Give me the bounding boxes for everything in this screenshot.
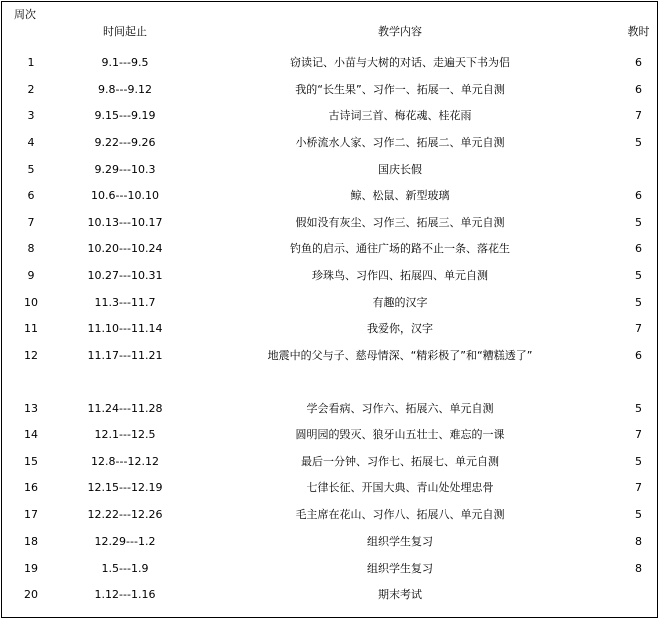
header-content: 教学内容 bbox=[378, 25, 422, 38]
row-content: 组织学生复习 bbox=[367, 535, 433, 548]
row-week: 12 bbox=[24, 349, 38, 362]
row-week: 19 bbox=[24, 562, 38, 575]
row-week: 4 bbox=[27, 136, 35, 149]
row-dates: 12.29---1.2 bbox=[94, 535, 156, 548]
row-week: 1 bbox=[27, 56, 35, 69]
row-hours: 5 bbox=[635, 455, 642, 468]
row-dates: 1.12---1.16 bbox=[94, 588, 156, 601]
row-hours: 6 bbox=[635, 83, 642, 96]
row-week: 3 bbox=[27, 109, 35, 122]
row-content: 国庆长假 bbox=[378, 163, 422, 176]
row-dates: 10.20---10.24 bbox=[87, 242, 163, 255]
row-dates: 1.5---1.9 bbox=[101, 562, 149, 575]
row-dates: 12.8---12.12 bbox=[91, 455, 159, 468]
row-week: 7 bbox=[27, 216, 35, 229]
row-hours: 5 bbox=[635, 508, 642, 521]
row-hours: 6 bbox=[635, 189, 642, 202]
row-hours: 7 bbox=[635, 481, 642, 494]
row-content: 圆明园的毁灭、狼牙山五壮士、难忘的一课 bbox=[295, 428, 505, 441]
row-dates: 12.1---12.5 bbox=[94, 428, 156, 441]
row-hours: 5 bbox=[635, 216, 642, 229]
row-content: 期末考试 bbox=[378, 588, 422, 601]
row-dates: 9.15---9.19 bbox=[94, 109, 156, 122]
row-dates: 11.3---11.7 bbox=[94, 296, 156, 309]
row-content: 古诗词三首、梅花魂、桂花雨 bbox=[328, 109, 472, 122]
row-week: 18 bbox=[24, 535, 38, 548]
row-hours: 5 bbox=[635, 402, 642, 415]
row-content: 组织学生复习 bbox=[367, 562, 433, 575]
row-dates: 12.22---12.26 bbox=[87, 508, 163, 521]
row-content: 假如没有灰尘、习作三、拓展三、单元自测 bbox=[295, 216, 505, 229]
row-week: 6 bbox=[27, 189, 35, 202]
row-content: 窃读记、小苗与大树的对话、走遍天下书为侣 bbox=[290, 56, 510, 69]
row-week: 9 bbox=[27, 269, 35, 282]
row-content: 最后一分钟、习作七、拓展七、单元自测 bbox=[301, 455, 499, 468]
row-hours: 5 bbox=[635, 136, 642, 149]
header-week: 周次 bbox=[14, 8, 36, 21]
row-hours: 6 bbox=[635, 349, 642, 362]
row-dates: 9.29---10.3 bbox=[94, 163, 156, 176]
row-content: 地震中的父与子、慈母情深、“精彩极了”和“糟糕透了” bbox=[267, 349, 533, 362]
row-dates: 9.22---9.26 bbox=[94, 136, 156, 149]
row-week: 17 bbox=[24, 508, 38, 521]
row-week: 14 bbox=[24, 428, 38, 441]
row-dates: 10.13---10.17 bbox=[87, 216, 163, 229]
row-content: 钓鱼的启示、通往广场的路不止一条、落花生 bbox=[290, 242, 510, 255]
row-content: 学会看病、习作六、拓展六、单元自测 bbox=[306, 402, 494, 415]
row-dates: 9.1---9.5 bbox=[101, 56, 149, 69]
schedule-table bbox=[1, 1, 658, 618]
row-dates: 10.6---10.10 bbox=[91, 189, 159, 202]
row-week: 5 bbox=[27, 163, 35, 176]
row-hours: 6 bbox=[635, 242, 642, 255]
row-hours: 5 bbox=[635, 296, 642, 309]
header-hours: 教时 bbox=[627, 25, 650, 38]
row-hours: 8 bbox=[635, 535, 642, 548]
row-content: 珍珠鸟、习作四、拓展四、单元自测 bbox=[312, 269, 488, 282]
row-hours: 6 bbox=[635, 56, 642, 69]
row-dates: 10.27---10.31 bbox=[87, 269, 163, 282]
row-content: 我爱你，汉字 bbox=[367, 322, 433, 335]
row-dates: 11.24---11.28 bbox=[87, 402, 163, 415]
row-hours: 7 bbox=[635, 428, 642, 441]
row-week: 15 bbox=[24, 455, 38, 468]
row-week: 11 bbox=[24, 322, 38, 335]
row-week: 2 bbox=[27, 83, 35, 96]
row-week: 16 bbox=[24, 481, 38, 494]
row-content: 七律长征、开国大典、青山处处埋忠骨 bbox=[306, 481, 494, 494]
row-content: 我的“长生果”、习作一、拓展一、单元自测 bbox=[295, 83, 505, 96]
row-dates: 9.8---9.12 bbox=[98, 83, 152, 96]
row-week: 13 bbox=[24, 402, 38, 415]
row-dates: 11.10---11.14 bbox=[87, 322, 163, 335]
row-content: 小桥流水人家、习作二、拓展二、单元自测 bbox=[295, 136, 505, 149]
row-week: 8 bbox=[27, 242, 35, 255]
row-content: 有趣的汉字 bbox=[372, 296, 428, 309]
row-hours: 7 bbox=[635, 109, 642, 122]
row-hours: 8 bbox=[635, 562, 642, 575]
row-dates: 11.17---11.21 bbox=[87, 349, 163, 362]
header-date-range: 时间起止 bbox=[103, 25, 147, 38]
row-hours: 5 bbox=[635, 269, 642, 282]
row-content: 鲸、松鼠、新型玻璃 bbox=[350, 189, 450, 202]
row-hours: 7 bbox=[635, 322, 642, 335]
row-dates: 12.15---12.19 bbox=[87, 481, 163, 494]
row-content: 毛主席在花山、习作八、拓展八、单元自测 bbox=[295, 508, 505, 521]
row-week: 10 bbox=[24, 296, 38, 309]
row-week: 20 bbox=[24, 588, 38, 601]
